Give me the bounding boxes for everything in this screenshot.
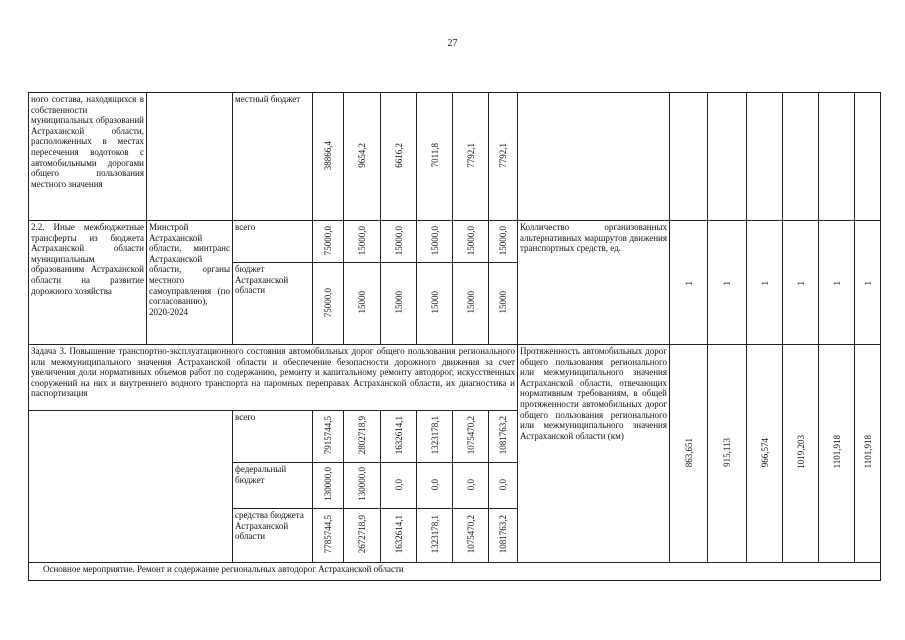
amount-cell: 130000,0 xyxy=(344,463,381,509)
indicator-value-cell: 1101,918 xyxy=(855,345,881,563)
indicator-value-cell xyxy=(747,93,783,221)
amount-cell: 15000,0 xyxy=(489,221,518,263)
table-row xyxy=(29,93,881,221)
indicator-cell: Колличество организованных альтернативных маршрутов движения транспортных средств, ед. xyxy=(518,221,670,345)
amount-cell: 75000,0 xyxy=(313,221,344,263)
funding-source: всего xyxy=(233,221,313,263)
amount-cell: 2802718,9 xyxy=(344,411,381,463)
funding-source: средства бюджета Астраханской области xyxy=(233,509,313,563)
indicator-value-cell: 915,113 xyxy=(708,345,747,563)
indicator-value-cell: 863,651 xyxy=(670,345,708,563)
amount-cell: 15000 xyxy=(417,263,453,345)
amount-cell: 15000,0 xyxy=(344,221,381,263)
amount-cell: 15000,0 xyxy=(417,221,453,263)
indicator-value-cell: 1 xyxy=(708,221,747,345)
amount-cell: 1081763,2 xyxy=(489,411,518,463)
amount-cell: 15000 xyxy=(489,263,518,345)
amount-cell: 7792,1 xyxy=(489,93,518,221)
indicator-value-cell: 1 xyxy=(783,221,819,345)
amount-cell: 7785744,5 xyxy=(313,509,344,563)
amount-cell: 15000,0 xyxy=(381,221,417,263)
amount-cell: 1632614,1 xyxy=(381,411,417,463)
indicator-value-cell: 1101,918 xyxy=(819,345,855,563)
table-row xyxy=(29,221,881,263)
funding-source: всего xyxy=(233,411,313,463)
executor-cell xyxy=(147,93,233,221)
amount-cell: 9654,2 xyxy=(344,93,381,221)
indicator-value-cell xyxy=(855,93,881,221)
amount-cell: 15000 xyxy=(344,263,381,345)
amount-cell: 7011,8 xyxy=(417,93,453,221)
amount-cell: 7915744,5 xyxy=(313,411,344,463)
amount-cell: 75000,0 xyxy=(313,263,344,345)
amount-cell: 7792,1 xyxy=(453,93,489,221)
indicator-value-cell: 1019,203 xyxy=(783,345,819,563)
amount-cell: 1632614,1 xyxy=(381,509,417,563)
main-activity-heading: Основное мероприятие. Ремонт и содержание региональных автодорог Астраханской области xyxy=(29,563,881,581)
indicator-value-cell: 966,574 xyxy=(747,345,783,563)
funding-source: местный бюджет xyxy=(233,93,313,221)
indicator-value-cell: 1 xyxy=(855,221,881,345)
amount-cell: 130000,0 xyxy=(313,463,344,509)
executor-cell: Минстрой Астраханской области, минтранс Астраханской области, органы местного самоуправления (по согласованию), 2020-2024 xyxy=(147,221,233,345)
amount-cell: 6616,2 xyxy=(381,93,417,221)
amount-cell: 15000,0 xyxy=(453,221,489,263)
amount-cell: 15000 xyxy=(381,263,417,345)
indicator-value-cell xyxy=(708,93,747,221)
amount-cell: 1323178,1 xyxy=(417,411,453,463)
activity-name: 2.2. Иные межбюджетные трансферты из бюджета Астраханской области муниципальным образованиям Астраханской области на развитие дорожного хозяйства xyxy=(29,221,147,345)
indicator-value-cell xyxy=(819,93,855,221)
indicator-cell: Протяженность автомобильных дорог общего пользования регионального или межмуниципального значения Астраханской области, отвечающих нормативным требованиям, в общей протяженности автомобильных дорог общего пользования регионального или межмуниципального значения Астраханской области (км) xyxy=(518,345,670,563)
indicator-value-cell xyxy=(670,93,708,221)
amount-cell: 0,0 xyxy=(417,463,453,509)
amount-cell: 0,0 xyxy=(489,463,518,509)
indicator-value-cell: 1 xyxy=(819,221,855,345)
amount-cell: 2672718,9 xyxy=(344,509,381,563)
indicator-value-cell: 1 xyxy=(747,221,783,345)
indicator-value-cell: 1 xyxy=(670,221,708,345)
activity-name: ного состава, находящихся в собственности муниципальных образований Астраханской области, расположенных в местах пересечения водотоков с автомобильными дорогами общего пользования местного значения xyxy=(29,93,147,221)
funding-source: федеральный бюджет xyxy=(233,463,313,509)
indicator-cell xyxy=(518,93,670,221)
funding-source: бюджет Астраханской области xyxy=(233,263,313,345)
task-heading: Задача 3. Повышение транспортно-эксплуатационного состояния автомобильных дорог общего пользования регионального или межмуниципального значения Астраханской области и обеспечение безопасности дорожного движения за счет увеличения доли нормативных объемов работ по содержанию, ремонту и капитальному ремонту автодорог, искусственных сооружений на них и внутреннего водного транспорта на паромных переправах Астраханской области, их диагностика и паспортизация xyxy=(29,345,518,411)
page-number: 27 xyxy=(447,38,458,49)
activity-name xyxy=(29,411,233,563)
amount-cell: 38866,4 xyxy=(313,93,344,221)
amount-cell: 0,0 xyxy=(453,463,489,509)
amount-cell: 1075470,2 xyxy=(453,509,489,563)
program-table xyxy=(28,92,881,581)
amount-cell: 1075470,2 xyxy=(453,411,489,463)
table-row xyxy=(29,345,881,411)
amount-cell: 1323178,1 xyxy=(417,509,453,563)
amount-cell: 15000 xyxy=(453,263,489,345)
amount-cell: 1081763,2 xyxy=(489,509,518,563)
table-row xyxy=(29,563,881,581)
amount-cell: 0,0 xyxy=(381,463,417,509)
indicator-value-cell xyxy=(783,93,819,221)
